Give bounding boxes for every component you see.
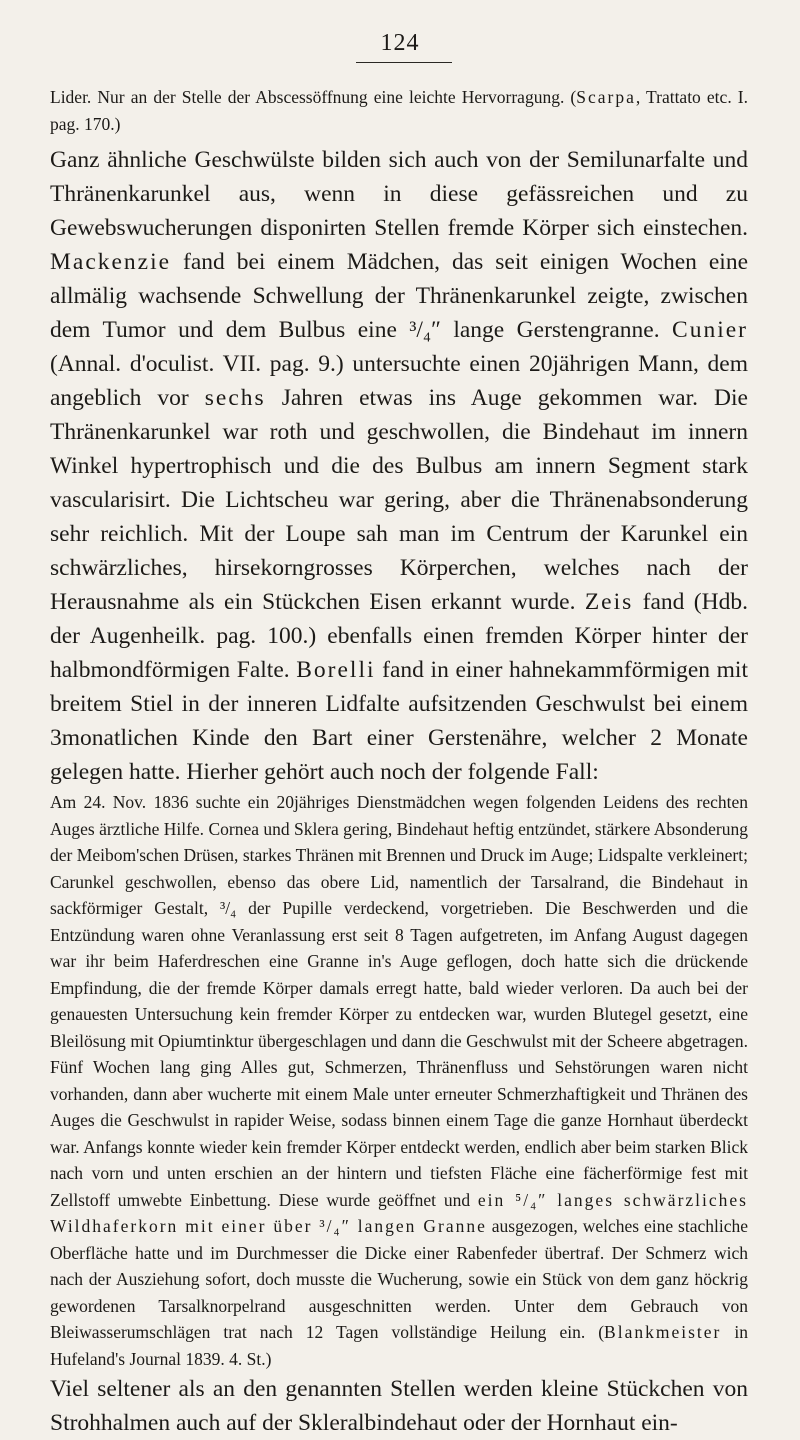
author-name: Cunier [672, 317, 748, 343]
page-number: 124 [380, 30, 420, 56]
paragraph-geschwuelste: Ganz ähnliche Geschwülste bilden sich auch von der Semilunarfalte und Thränenkarunkel aus, wenn in diese gefässreichen und zu Gewebswucherungen disponirten Stellen fremde Körper sich einstechen. Mackenzie fand bei einem Mädchen, das seit einigen Wochen eine allmälig wachsende Schwellung der Thränenkarunkel zeigte, zwischen dem Tumor und dem Bulbus eine ³/₄″ lange Gerstengranne. Cunier (Annal. d'oculist. VII. pag. 9.) untersuchte einen 20jährigen Mann, dem angeblich vor sechs Jahren etwas ins Auge gekommen war. Die Thränenkarunkel war roth und geschwollen, die Bindehaut im innern Winkel hypertrophisch und die des Bulbus am innern Segment stark vascularisirt. Die Lichtscheu war gering, aber die Thränenabsonderung sehr reichlich. Mit der Loupe sah man im Centrum der Karunkel ein schwärzliches, hirsekorngrosses Körperchen, welches nach der Herausnahme als ein Stückchen Eisen erkannt wurde. Zeis fand (Hdb. der Augenheilk. pag. 100.) ebenfalls einen fremden Körper hinter der halbmondförmigen Falte. Borelli fand in einer hahnekammförmigen mit breitem Stiel in der inneren Lidfalte aufsitzenden Geschwulst bei einem 3monatlichen Kinde den Bart einer Gerstenähre, welcher 2 Monate gelegen hatte. Hierher gehört auch noch der folgende Fall: [50, 147, 748, 785]
emphasis: sechs [204, 385, 266, 411]
author-name: Zeis [584, 589, 634, 615]
author-name: Borelli [296, 657, 376, 683]
case-report-paragraph: Am 24. Nov. 1836 suchte ein 20jähriges Dienstmädchen wegen folgenden Leidens des rechten Auges ärztliche Hilfe. Cornea und Sklera gering, Bindehaut heftig entzündet, stärkere Absonderung der Meibom'schen Drüsen, starkes Thränen mit Brennen und Druck im Auge; Lidspalte verkleinert; Carunkel geschwollen, ebenso das obere Lid, namentlich der Tarsalrand, die Bindehaut in sackförmiger Gestalt, ³/₄ der Pupille verdeckend, vorgetrieben. Die Beschwerden und die Entzündung waren ohne Veranlassung erst seit 8 Tagen aufgetreten, im Anfang August dagegen war ihr beim Haferdreschen eine Granne in's Auge geflogen, doch hatte sich die drückende Empfindung, die der fremde Körper damals erregt hatte, bald wieder verloren. Da auch bei der genauesten Untersuchung kein fremder Körper zu entdecken war, wurden Blutegel gesetzt, eine Bleilösung mit Opiumtinktur übergeschlagen und dann die Geschwulst mit der Scheere abgetragen. Fünf Wochen lang ging Alles gut, Schmerzen, Thränenfluss und Sehstörungen waren nicht vorhanden, dann aber wucherte mit einem Male unter erneuter Schmerzhaftigkeit und Thränen des Auges die Geschwulst in rapider Weise, sodass binnen einem Tage die ganze Hornhaut überdeckt war. Anfangs konnte wieder kein fremder Körper entdeckt werden, endlich aber beim starken Blick nach vorn und unten erschien an der hintern und tiefsten Fläche eine fächerförmige fest mit Zellstoff umwebte Einbettung. Diese wurde geöffnet und ein ⁵/₄″ langes schwärzliches Wildhaferkorn mit einer über ³/₄″ langen Granne ausgezogen, welches eine stachliche Oberfläche hatte und im Durchmesser die Dicke einer Rabenfeder übertraf. Der Schmerz wich nach der Ausziehung sofort, doch musste die Wucherung, sowie ein Stück von dem ganz höckrig gewordenen Tarsalknorpelrand ausgeschnitten werden. Unter dem Gebrauch von Bleiwasserumschlägen trat nach 12 Tagen vollständige Heilung ein. (Blankmeister in Hufeland's Journal 1839. 4. St.) [50, 792, 749, 1369]
emphasis: ein ⁵/₄″ langes schwärzliches Wildhaferkorn mit einer über ³/₄″ langen Granne [50, 1189, 748, 1236]
paragraph-lider: Lider. Nur an der Stelle der Abscessöffnung eine leichte Hervorragung. (Scarpa, Trattato etc. I. pag. 170.) [50, 87, 748, 134]
page-body [50, 84, 748, 1440]
author-name: Scarpa [576, 87, 636, 107]
author-name: Blankmeister [604, 1322, 722, 1342]
paragraph-strohhalme: Viel seltener als an den genannten Stellen werden kleine Stückchen von Strohhalmen auch auf der Skleralbindehaut oder der Hornhaut ein- [50, 1376, 748, 1436]
header-rule [356, 62, 452, 63]
author-name: Mackenzie [50, 249, 172, 275]
